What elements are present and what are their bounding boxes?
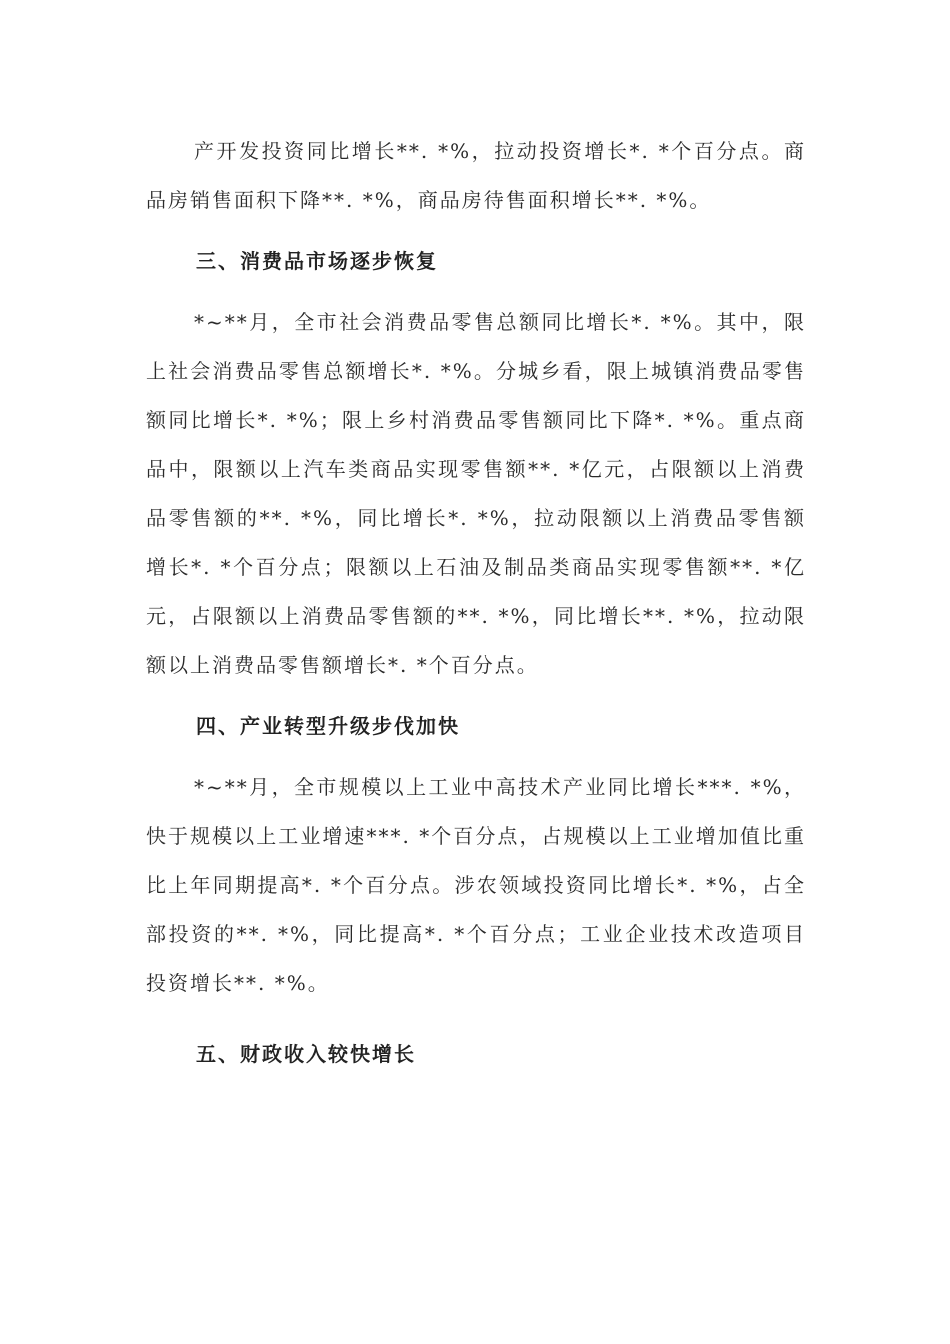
document-body [146, 127, 806, 1091]
continued-paragraph: 产开发投资同比增长**. *%，拉动投资增长*. *个百分点。商品房销售面积下降**. *%，商品房待售面积增长**. *%。 [146, 139, 806, 212]
section-heading-industrial-upgrade: 四、产业转型升级步伐加快 [196, 714, 460, 738]
section-heading-consumer-market: 三、消费品市场逐步恢复 [196, 249, 438, 273]
section-paragraph-industrial-upgrade: *~**月，全市规模以上工业中高技术产业同比增长***. *%，快于规模以上工业增速***. *个百分点，占规模以上工业增加值比重比上年同期提高*. *个百分点。涉农领域投资同比增长*. *%，占全部投资的**. *%，同比提高*. *个百分点；工业企业技术改造项目投资增长**. *%。 [146, 775, 806, 995]
section-heading-fiscal-revenue: 五、财政收入较快增长 [196, 1042, 416, 1066]
section-paragraph-consumer-market: *~**月，全市社会消费品零售总额同比增长*. *%。其中，限上社会消费品零售总额增长*. *%。分城乡看，限上城镇消费品零售额同比增长*. *%；限上乡村消费品零售额同比下降*. *%。重点商品中，限额以上汽车类商品实现零售额**. *亿元，占限额以上消费品零售额的**. *%，同比增长*. *%，拉动限额以上消费品零售额增长*. *个百分点；限额以上石油及制品类商品实现零售额**. *亿元，占限额以上消费品零售额的**. *%，同比增长**. *%，拉动限额以上消费品零售额增长*. *个百分点。 [146, 310, 806, 677]
